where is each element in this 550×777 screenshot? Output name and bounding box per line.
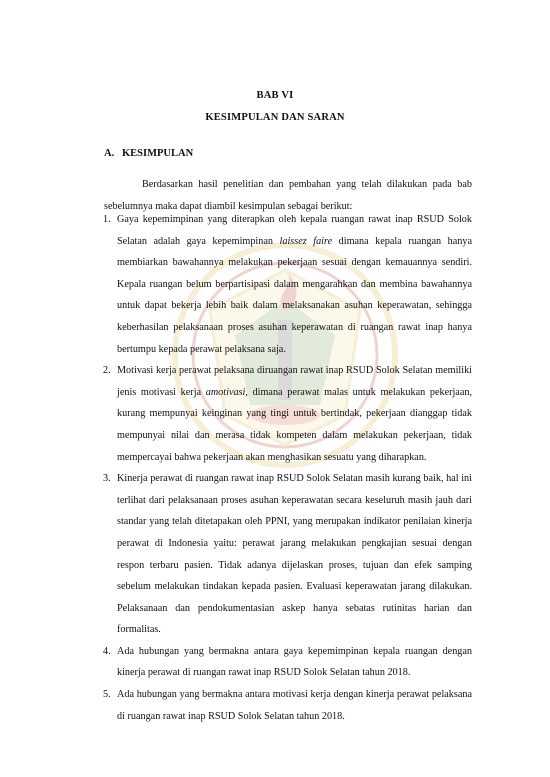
list-item	[104, 641, 472, 684]
list-item-text: Motivasi kerja perawat pelaksana diruangan rawat inap RSUD Solok Selatan memiliki jenis motivasi kerja	[117, 365, 472, 398]
list-item	[104, 684, 472, 727]
list-item	[104, 209, 472, 360]
list-item-text: Gaya kepemimpinan yang diterapkan oleh kepala ruangan rawat inap RSUD Solok Selatan adalah gaya kepemimpinan	[117, 214, 472, 247]
list-item-text-continued: , dimana perawat malas untuk melakukan pekerjaan, kurang mempunyai keinginan yang tingi untuk bertindak, pekerjaan dianggap tidak mempunyai nilai dan merasa tidak kompeten dalam melakukan pekerjaan, tidak mempercayai bahwa pekerjaan akan menghasikan sesuatu yang diharapkan.	[117, 386, 472, 463]
conclusion-list	[104, 209, 472, 727]
list-item-number: 5.	[103, 689, 111, 701]
list-item-text-continued: dimana kepala ruangan hanya membiarkan bawahannya melakukan pekerjaan sesuai dengan kemauannya sendiri. Kepala ruangan belum berpartisipasi dalam mengarahkan dan membina bawahannya untuk dapat bekerja lebih baik dalam melaksanakan asuhan keperawatan, sehingga keberhasilan pelaksanaan proses asuhan keperawatan di ruangan rawat inap hanya bertumpu kepada perawat pelaksana saja.	[117, 235, 472, 355]
section-title: KESIMPULAN	[122, 148, 194, 159]
list-item-italic-term: amotivasi	[205, 386, 246, 398]
list-item-number: 3.	[103, 473, 111, 485]
list-item-text: Kinerja perawat di ruangan rawat inap RSUD Solok Selatan masih kurang baik, hal ini terlihat dari pelaksanaan proses asuhan keperawatan secara keseluruh masih jauh dari standar yang telah ditetapakan oleh PPNI, yang merupakan indikator penilaian kinerja perawat di Indonesia yaitu: perawat jarang melakukan pengkajian sesuai dengan respon terbaru pasien. Tidak adanya dijelaskan proses, tujuan dan efek samping sebelum melakukan tindakan kepada pasien. Evaluasi keperawatan jarang dilakukan. Pelaksanaan dan pendokumentasian askep hanya sebatas rutinitas harian dan formalitas.	[117, 473, 472, 636]
list-item-number: 1.	[103, 214, 111, 225]
list-item-text: Ada hubungan yang bermakna antara gaya kepemimpinan kepala ruangan dengan kinerja perawat di ruangan rawat inap RSUD Solok Selatan tahun 2018.	[117, 645, 472, 679]
list-item-text: Ada hubungan yang bermakna antara motivasi kerja dengan kinerja perawat pelaksana di ruangan rawat inap RSUD Solok Selatan tahun 2018.	[117, 689, 472, 722]
section-heading	[104, 148, 193, 159]
list-item-number: 2.	[103, 365, 111, 377]
list-item-italic-term: laissez faire	[279, 235, 333, 247]
section-letter: A.	[104, 148, 115, 159]
chapter-title: KESIMPULAN DAN SARAN	[205, 112, 345, 123]
intro-paragraph: Berdasarkan hasil penelitian dan pembahan yang telah dilakukan pada bab sebelumnya maka dapat diambil kesimpulan sebagai berikut:	[104, 179, 472, 212]
chapter-number: BAB VI	[256, 90, 294, 101]
list-item	[104, 468, 472, 641]
list-item	[104, 360, 472, 468]
list-item-number: 4.	[103, 645, 111, 657]
